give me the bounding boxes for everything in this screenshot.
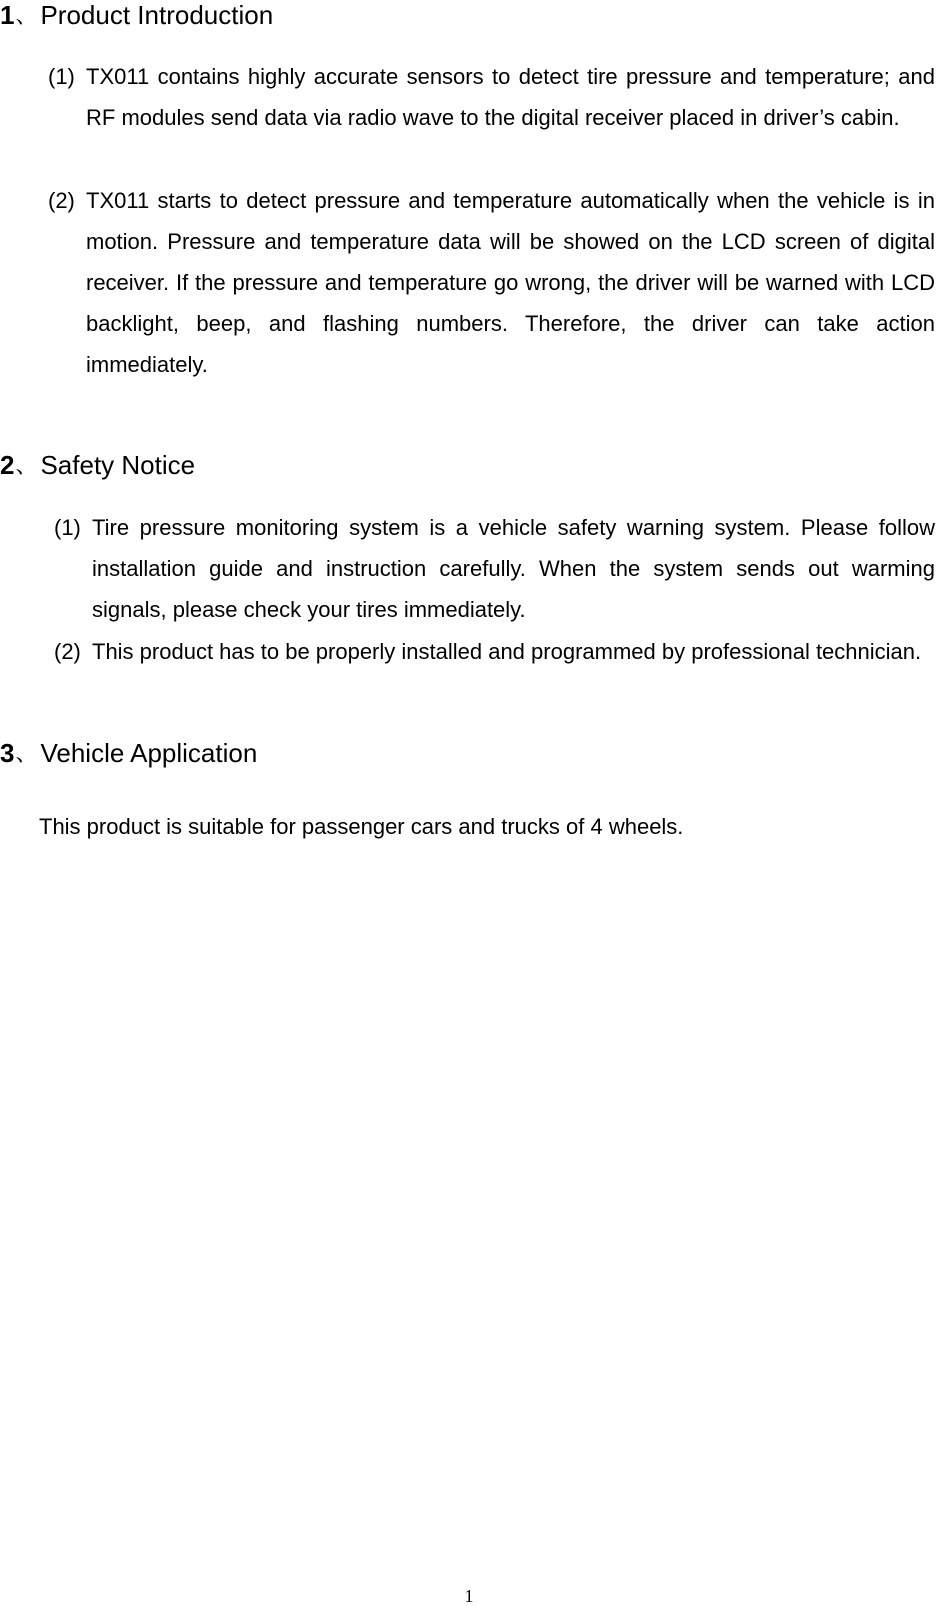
section-number: 1: [0, 0, 15, 30]
section-heading-product-introduction: [0, 0, 273, 31]
list-item: [54, 631, 935, 672]
section-body-text: This product is suitable for passenger cars and trucks of 4 wheels.: [39, 814, 684, 839]
list-item-label: (1): [54, 515, 81, 540]
page-number: 1: [464, 1586, 474, 1606]
list-item: [48, 56, 935, 138]
list-item-label: (1): [48, 64, 75, 89]
list-item-text: Tire pressure monitoring system is a vehicle safety warning system. Please follow installation guide and instruction carefully. When the system sends out warming signals, please check your tires immediately.: [92, 515, 935, 622]
section-separator: 、: [15, 3, 38, 28]
section-number: 3: [0, 738, 15, 768]
list-item-text: This product has to be properly installed and programmed by professional technician.: [92, 639, 922, 664]
section-title: Vehicle Application: [40, 738, 258, 768]
list-item-text: TX011 contains highly accurate sensors to detect tire pressure and temperature; and RF modules send data via radio wave to the digital receiver placed in driver’s cabin.: [86, 64, 935, 130]
section-title: Product Introduction: [40, 0, 274, 30]
list-item: [48, 180, 935, 385]
section-heading-safety-notice: [0, 450, 195, 481]
list-item-label: (2): [54, 639, 81, 664]
section-title: Safety Notice: [40, 450, 196, 480]
section-separator: 、: [15, 453, 38, 478]
list-item-label: (2): [48, 188, 75, 213]
section-heading-vehicle-application: [0, 738, 257, 769]
section-number: 2: [0, 450, 15, 480]
section-separator: 、: [15, 741, 38, 766]
list-item-text: TX011 starts to detect pressure and temperature automatically when the vehicle is in motion. Pressure and temperature data will be showed on the LCD screen of digital receiver. If the pressure and temperature go wrong, the driver will be warned with LCD backlight, beep, and flashing numbers. Therefore, the driver can take action immediately.: [86, 188, 935, 377]
list-item: [54, 507, 935, 630]
